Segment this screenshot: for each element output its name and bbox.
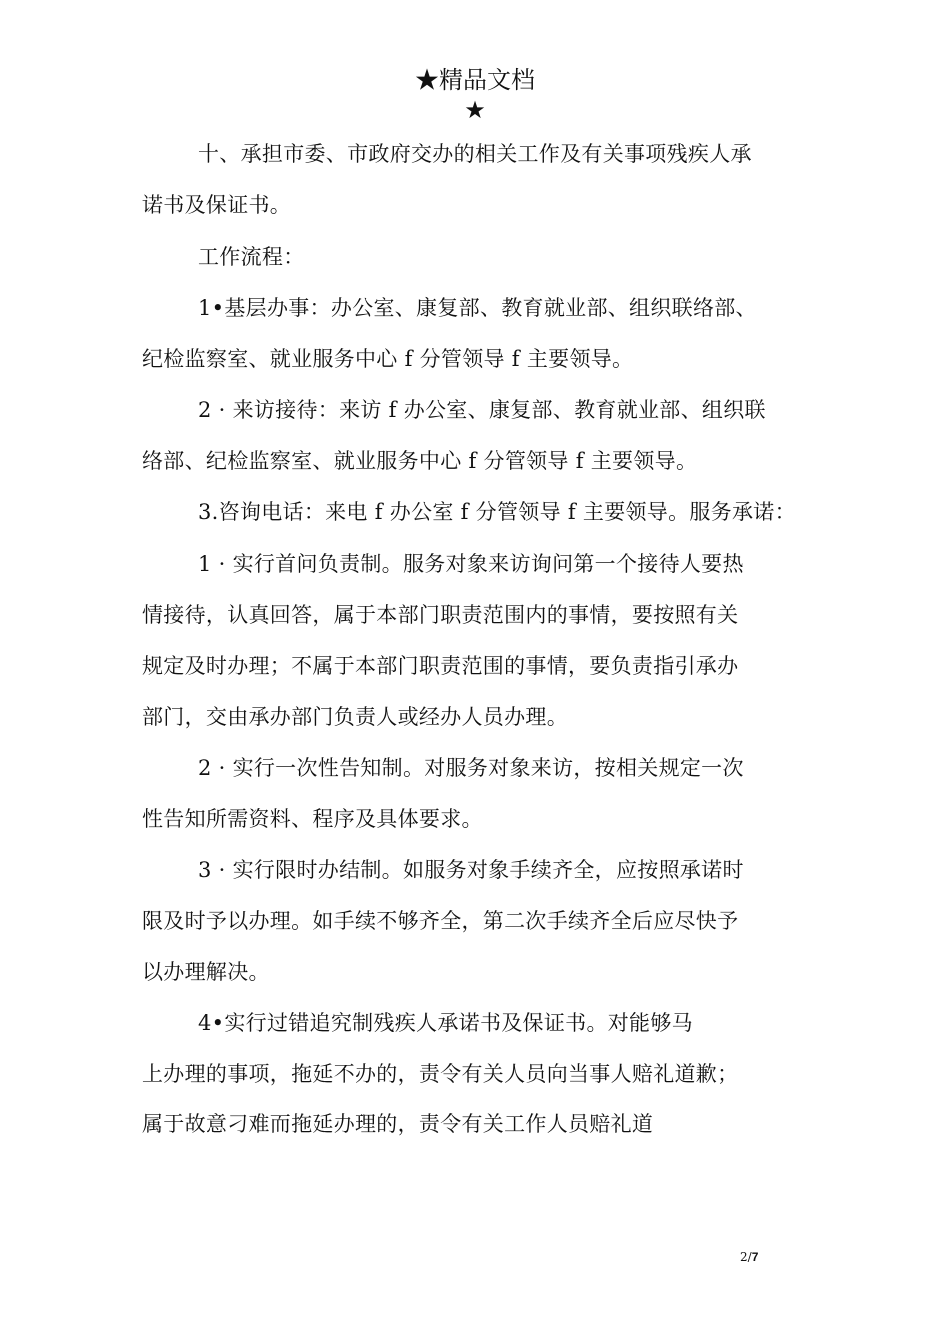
text-line: 性告知所需资料、程序及具体要求。 bbox=[142, 807, 483, 831]
text-line: 以办理解决。 bbox=[142, 960, 270, 984]
page-number bbox=[740, 1250, 758, 1264]
text-line: 2 · 实行一次性告知制。对服务对象来访，按相关规定一次 bbox=[198, 756, 744, 780]
text-line: 2 · 来访接待：来访 f 办公室、康复部、教育就业部、组织联 bbox=[198, 398, 766, 422]
text-line: 十、承担市委、市政府交办的相关工作及有关事项残疾人承 bbox=[198, 142, 752, 166]
page-number-total: 7 bbox=[751, 1250, 759, 1264]
header-title: ★精品文档 bbox=[415, 66, 535, 94]
text-line: 络部、纪检监察室、就业服务中心 f 分管领导 f 主要领导。 bbox=[142, 449, 698, 473]
text-line: 限及时予以办理。如手续不够齐全，第二次手续齐全后应尽快予 bbox=[142, 909, 739, 933]
header-star: ★ bbox=[464, 96, 486, 124]
text-line: 3.咨询电话：来电 f 办公室 f 分管领导 f 主要领导。服务承诺： bbox=[198, 500, 796, 524]
text-line: 1 · 实行首问负责制。服务对象来访询问第一个接待人要热 bbox=[198, 552, 744, 576]
text-line: 1•基层办事：办公室、康复部、教育就业部、组织联络部、 bbox=[198, 296, 757, 320]
text-line: 4•实行过错追究制残疾人承诺书及保证书。对能够马 bbox=[198, 1011, 693, 1035]
text-line: 3 · 实行限时办结制。如服务对象手续齐全，应按照承诺时 bbox=[198, 858, 744, 882]
text-line: 情接待，认真回答，属于本部门职责范围内的事情，要按照有关 bbox=[142, 603, 739, 627]
page-number-current: 2/ bbox=[740, 1250, 752, 1264]
text-line: 属于故意刁难而拖延办理的，责令有关工作人员赔礼道 bbox=[142, 1112, 654, 1136]
text-line: 纪检监察室、就业服务中心 f 分管领导 f 主要领导。 bbox=[142, 347, 634, 371]
text-line: 部门，交由承办部门负责人或经办人员办理。 bbox=[142, 705, 568, 729]
text-line: 诺书及保证书。 bbox=[142, 193, 292, 217]
text-line: 上办理的事项，拖延不办的，责令有关人员向当事人赔礼道歉； bbox=[142, 1062, 739, 1086]
text-line: 规定及时办理；不属于本部门职责范围的事情，要负责指引承办 bbox=[142, 654, 739, 678]
text-line: 工作流程： bbox=[198, 245, 305, 269]
